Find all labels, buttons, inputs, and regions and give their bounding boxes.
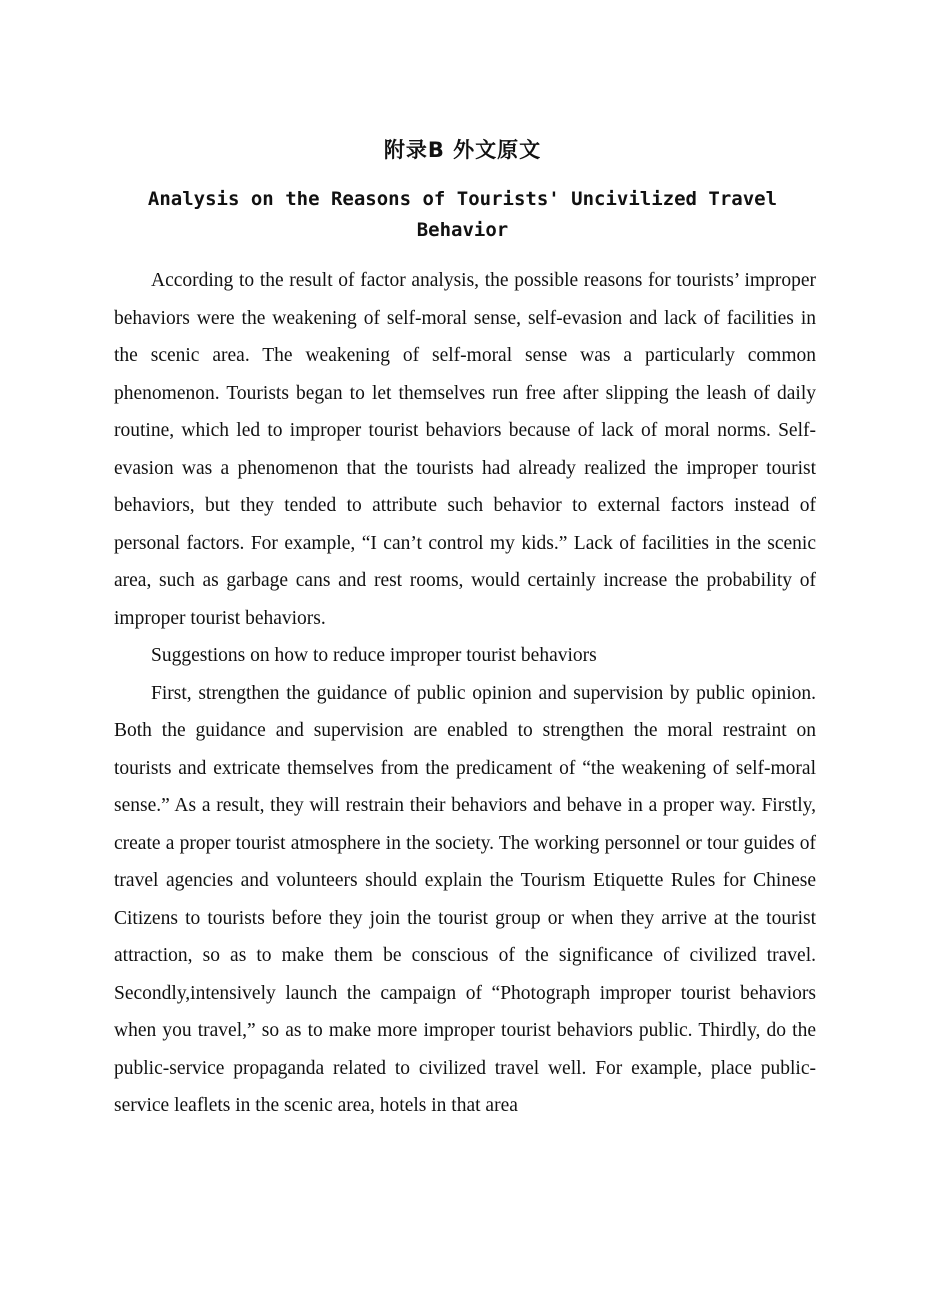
appendix-heading: 附录B 外文原文 <box>383 138 542 162</box>
paragraph-first-suggestion: First, strengthen the guidance of public opinion and supervision by public opinion. Both the guidance and supervision are enabled to strengthen the moral restraint on tourists and extricate themselves from the predicament of “the weakening of self-moral sense.” As a result, they will restrain their behaviors and behave in a proper way. Firstly, create a proper tourist atmosphere in the society. The working personnel or tour guides of travel agencies and volunteers should explain the Tourism Etiquette Rules for Chinese Citizens to tourists before they join the tourist group or when they arrive at the tourist attraction, so as to make them be conscious of the significance of civilized travel. Secondly,intensively launch the campaign of “Photograph improper tourist behaviors when you travel,” so as to make more improper tourist behaviors public. Thirdly, do the public-service propaganda related to civilized travel well. For example, place public-service leaflets in the scenic area, hotels in that area <box>114 682 816 1116</box>
paragraph-reasons: According to the result of factor analysis, the possible reasons for tourists’ improper behaviors were the weakening of self-moral sense, self-evasion and lack of facilities in the scenic area. The weakening of self-moral sense was a particularly common phenomenon. Tourists began to let themselves run free after slipping the leash of daily routine, which led to improper tourist behaviors because of lack of moral norms. Self-evasion was a phenomenon that the tourists had already realized the improper tourist behaviors, but they tended to attribute such behavior to external factors instead of personal factors. For example, “I can’t control my kids.” Lack of facilities in the scenic area, such as garbage cans and rest rooms, would certainly increase the probability of improper tourist behaviors. <box>114 270 816 629</box>
paragraph-suggestions-heading: Suggestions on how to reduce improper tourist behaviors <box>151 645 597 666</box>
article-title: Analysis on the Reasons of Tourists' Uncivilized Travel Behavior <box>147 188 778 241</box>
body-text <box>114 262 816 1125</box>
